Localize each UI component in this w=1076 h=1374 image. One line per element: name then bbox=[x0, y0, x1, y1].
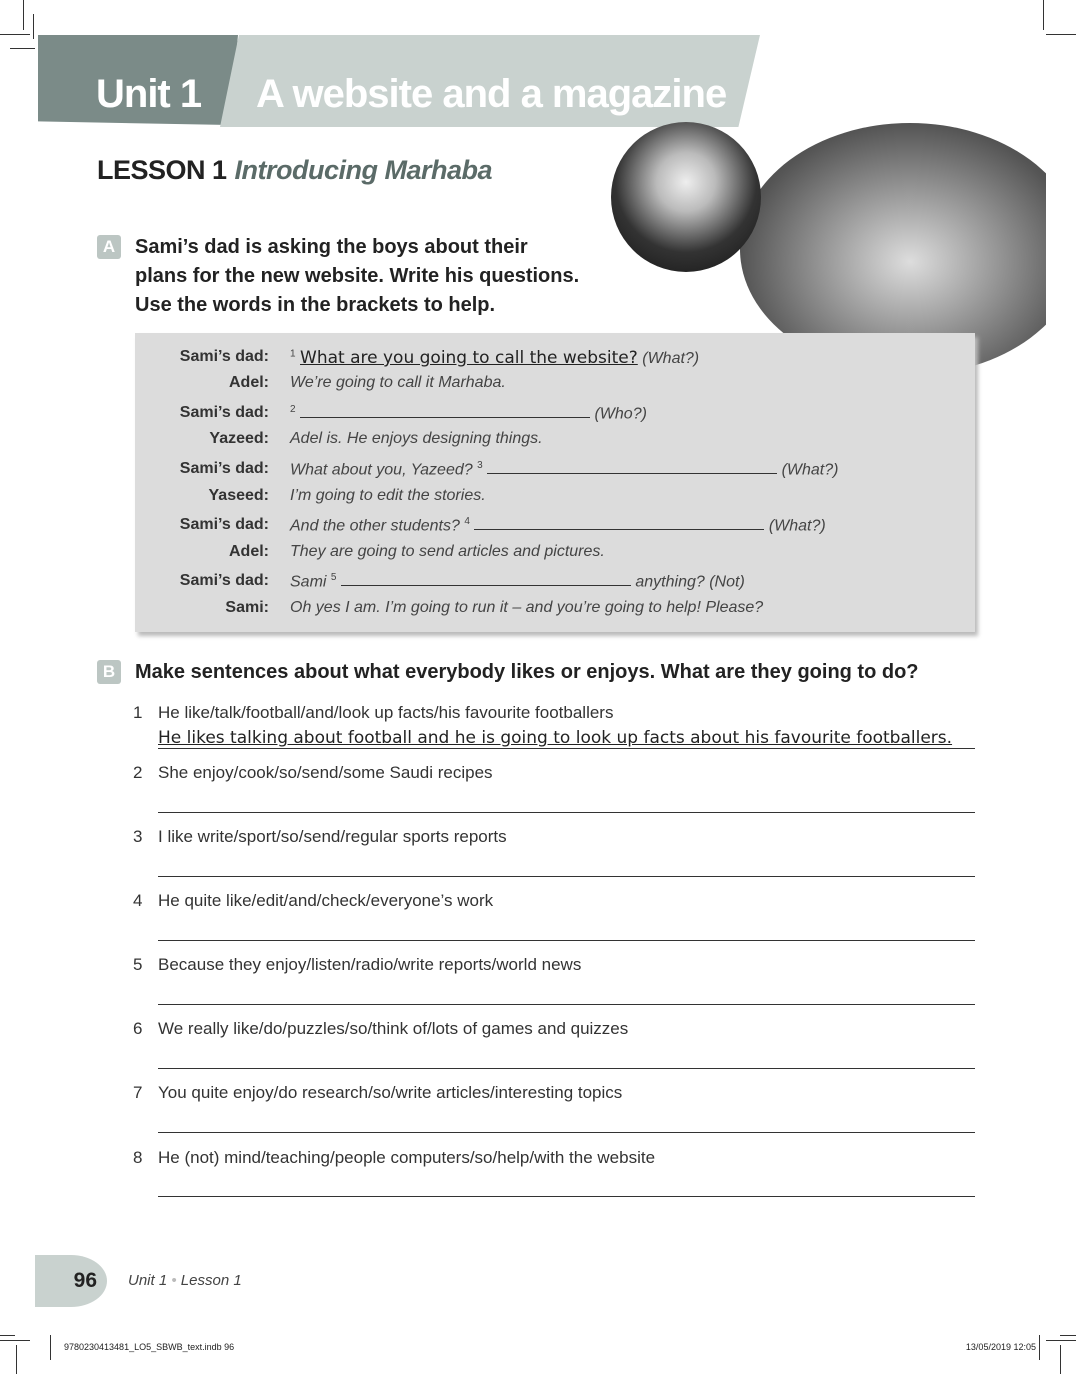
question-number: 1 bbox=[290, 348, 296, 360]
question-number: 4 bbox=[464, 516, 470, 527]
crop-mark bbox=[1043, 0, 1044, 30]
hint: (What?) bbox=[768, 517, 826, 535]
answer-line[interactable] bbox=[158, 1132, 975, 1133]
prompt: What about you, Yazeed? bbox=[290, 461, 473, 479]
speaker: Adel: bbox=[229, 543, 269, 560]
speaker: Sami’s dad: bbox=[179, 404, 269, 421]
item-prompt: He like/talk/football/and/look up facts/his favourite footballers bbox=[158, 703, 614, 722]
item-number: 4 bbox=[133, 891, 143, 910]
answer-line[interactable] bbox=[158, 876, 975, 877]
crop-mark bbox=[23, 0, 24, 30]
item-prompt: She enjoy/cook/so/send/some Saudi recipes bbox=[158, 763, 493, 782]
item-number: 1 bbox=[133, 703, 143, 722]
item-prompt: He (not) mind/teaching/people computers/so/help/with the website bbox=[158, 1148, 656, 1167]
item-number: 8 bbox=[133, 1148, 143, 1167]
item-number: 7 bbox=[133, 1083, 143, 1102]
item-prompt: I like write/sport/so/send/regular sports reports bbox=[158, 827, 507, 846]
crop-mark bbox=[50, 1335, 51, 1360]
item-number: 6 bbox=[133, 1019, 143, 1038]
speaker: Sami’s dad: bbox=[179, 460, 269, 477]
hint: (What?) bbox=[781, 461, 839, 479]
answer-line[interactable] bbox=[158, 812, 975, 813]
crop-mark bbox=[1046, 1340, 1076, 1341]
slug-date: 13/05/2019 12:05 bbox=[965, 1342, 1036, 1352]
reply: We’re going to call it Marhaba. bbox=[290, 374, 506, 391]
speaker: Sami: bbox=[225, 599, 269, 616]
crop-mark bbox=[1046, 34, 1076, 35]
crop-mark bbox=[1060, 1335, 1076, 1336]
crop-mark bbox=[0, 1340, 30, 1341]
answer-line[interactable] bbox=[158, 1196, 975, 1197]
crop-mark bbox=[0, 34, 30, 35]
crop-mark bbox=[16, 1345, 17, 1374]
answer-field[interactable] bbox=[341, 572, 631, 586]
item-number: 2 bbox=[133, 763, 143, 782]
item-prompt: Because they enjoy/listen/radio/write reports/world news bbox=[158, 955, 582, 974]
prompt: And the other students? bbox=[290, 517, 460, 535]
instruction-line: Sami’s dad is asking the boys about their bbox=[135, 236, 528, 258]
unit-number: Unit 1 bbox=[96, 72, 202, 116]
reply: Adel is. He enjoys designing things. bbox=[290, 430, 543, 447]
answer-line[interactable]: He likes talking about football and he is going to look up facts about his favourite footballers. bbox=[158, 728, 975, 749]
speaker: Yazeed: bbox=[209, 430, 269, 447]
speaker: Adel: bbox=[229, 374, 269, 391]
footer-separator: • bbox=[171, 1272, 177, 1289]
reply: Oh yes I am. I’m going to run it – and you’re going to help! Please? bbox=[290, 599, 764, 616]
item-prompt: We really like/do/puzzles/so/think of/lots of games and quizzes bbox=[158, 1019, 629, 1038]
slug-filename: 9780230413481_LO5_SBWB_text.indb 96 bbox=[64, 1342, 235, 1352]
speaker: Sami’s dad: bbox=[179, 516, 269, 533]
question-number: 3 bbox=[477, 460, 483, 471]
crop-mark bbox=[33, 14, 34, 39]
item-prompt: He quite like/edit/and/check/everyone’s work bbox=[158, 891, 494, 910]
item-prompt: You quite enjoy/do research/so/write articles/interesting topics bbox=[158, 1083, 623, 1102]
item-number: 3 bbox=[133, 827, 143, 846]
crop-mark bbox=[0, 1335, 15, 1336]
answer-field[interactable]: What are you going to call the website? bbox=[300, 348, 638, 368]
crop-mark bbox=[10, 48, 35, 49]
reply: I’m going to edit the stories. bbox=[290, 487, 486, 504]
footer-breadcrumb bbox=[128, 1272, 242, 1289]
lesson-label: LESSON 1 bbox=[97, 155, 227, 185]
hint: (Who?) bbox=[594, 405, 647, 423]
answer-line[interactable] bbox=[158, 1068, 975, 1069]
instruction-line: plans for the new website. Write his questions. bbox=[135, 265, 580, 287]
section-a-instructions bbox=[135, 233, 579, 320]
answer-field[interactable] bbox=[474, 516, 764, 530]
section-b-instruction: Make sentences about what everybody likes or enjoys. What are they going to do? bbox=[135, 661, 919, 683]
question-number: 5 bbox=[330, 572, 337, 583]
dialogue-box bbox=[135, 333, 975, 632]
prompt: Sami bbox=[290, 573, 327, 591]
answer-field[interactable] bbox=[300, 404, 590, 418]
answer-line[interactable] bbox=[158, 1004, 975, 1005]
footer-unit: Unit 1 bbox=[128, 1272, 168, 1289]
unit-title: A website and a magazine bbox=[256, 72, 727, 116]
lesson-heading bbox=[97, 155, 492, 186]
crop-mark bbox=[1060, 1345, 1061, 1374]
speaker: Sami’s dad: bbox=[179, 348, 269, 365]
dad-photo bbox=[611, 122, 761, 272]
reply: They are going to send articles and pictures. bbox=[290, 543, 605, 560]
lesson-title: Introducing Marhaba bbox=[234, 155, 493, 185]
hint: anything? (Not) bbox=[635, 573, 745, 591]
question-number: 2 bbox=[290, 404, 296, 415]
item-number: 5 bbox=[133, 955, 143, 974]
speaker: Sami’s dad: bbox=[179, 572, 269, 589]
section-b-badge: B bbox=[97, 660, 121, 684]
hint: (What?) bbox=[642, 350, 700, 367]
crop-mark bbox=[1039, 1335, 1040, 1360]
speaker: Yaseed: bbox=[208, 487, 269, 504]
answer-field[interactable] bbox=[487, 460, 777, 474]
footer-lesson: Lesson 1 bbox=[180, 1272, 242, 1289]
instruction-line: Use the words in the brackets to help. bbox=[135, 294, 496, 316]
page-number: 96 bbox=[35, 1255, 107, 1307]
section-a-badge: A bbox=[97, 235, 121, 259]
answer-line[interactable] bbox=[158, 940, 975, 941]
